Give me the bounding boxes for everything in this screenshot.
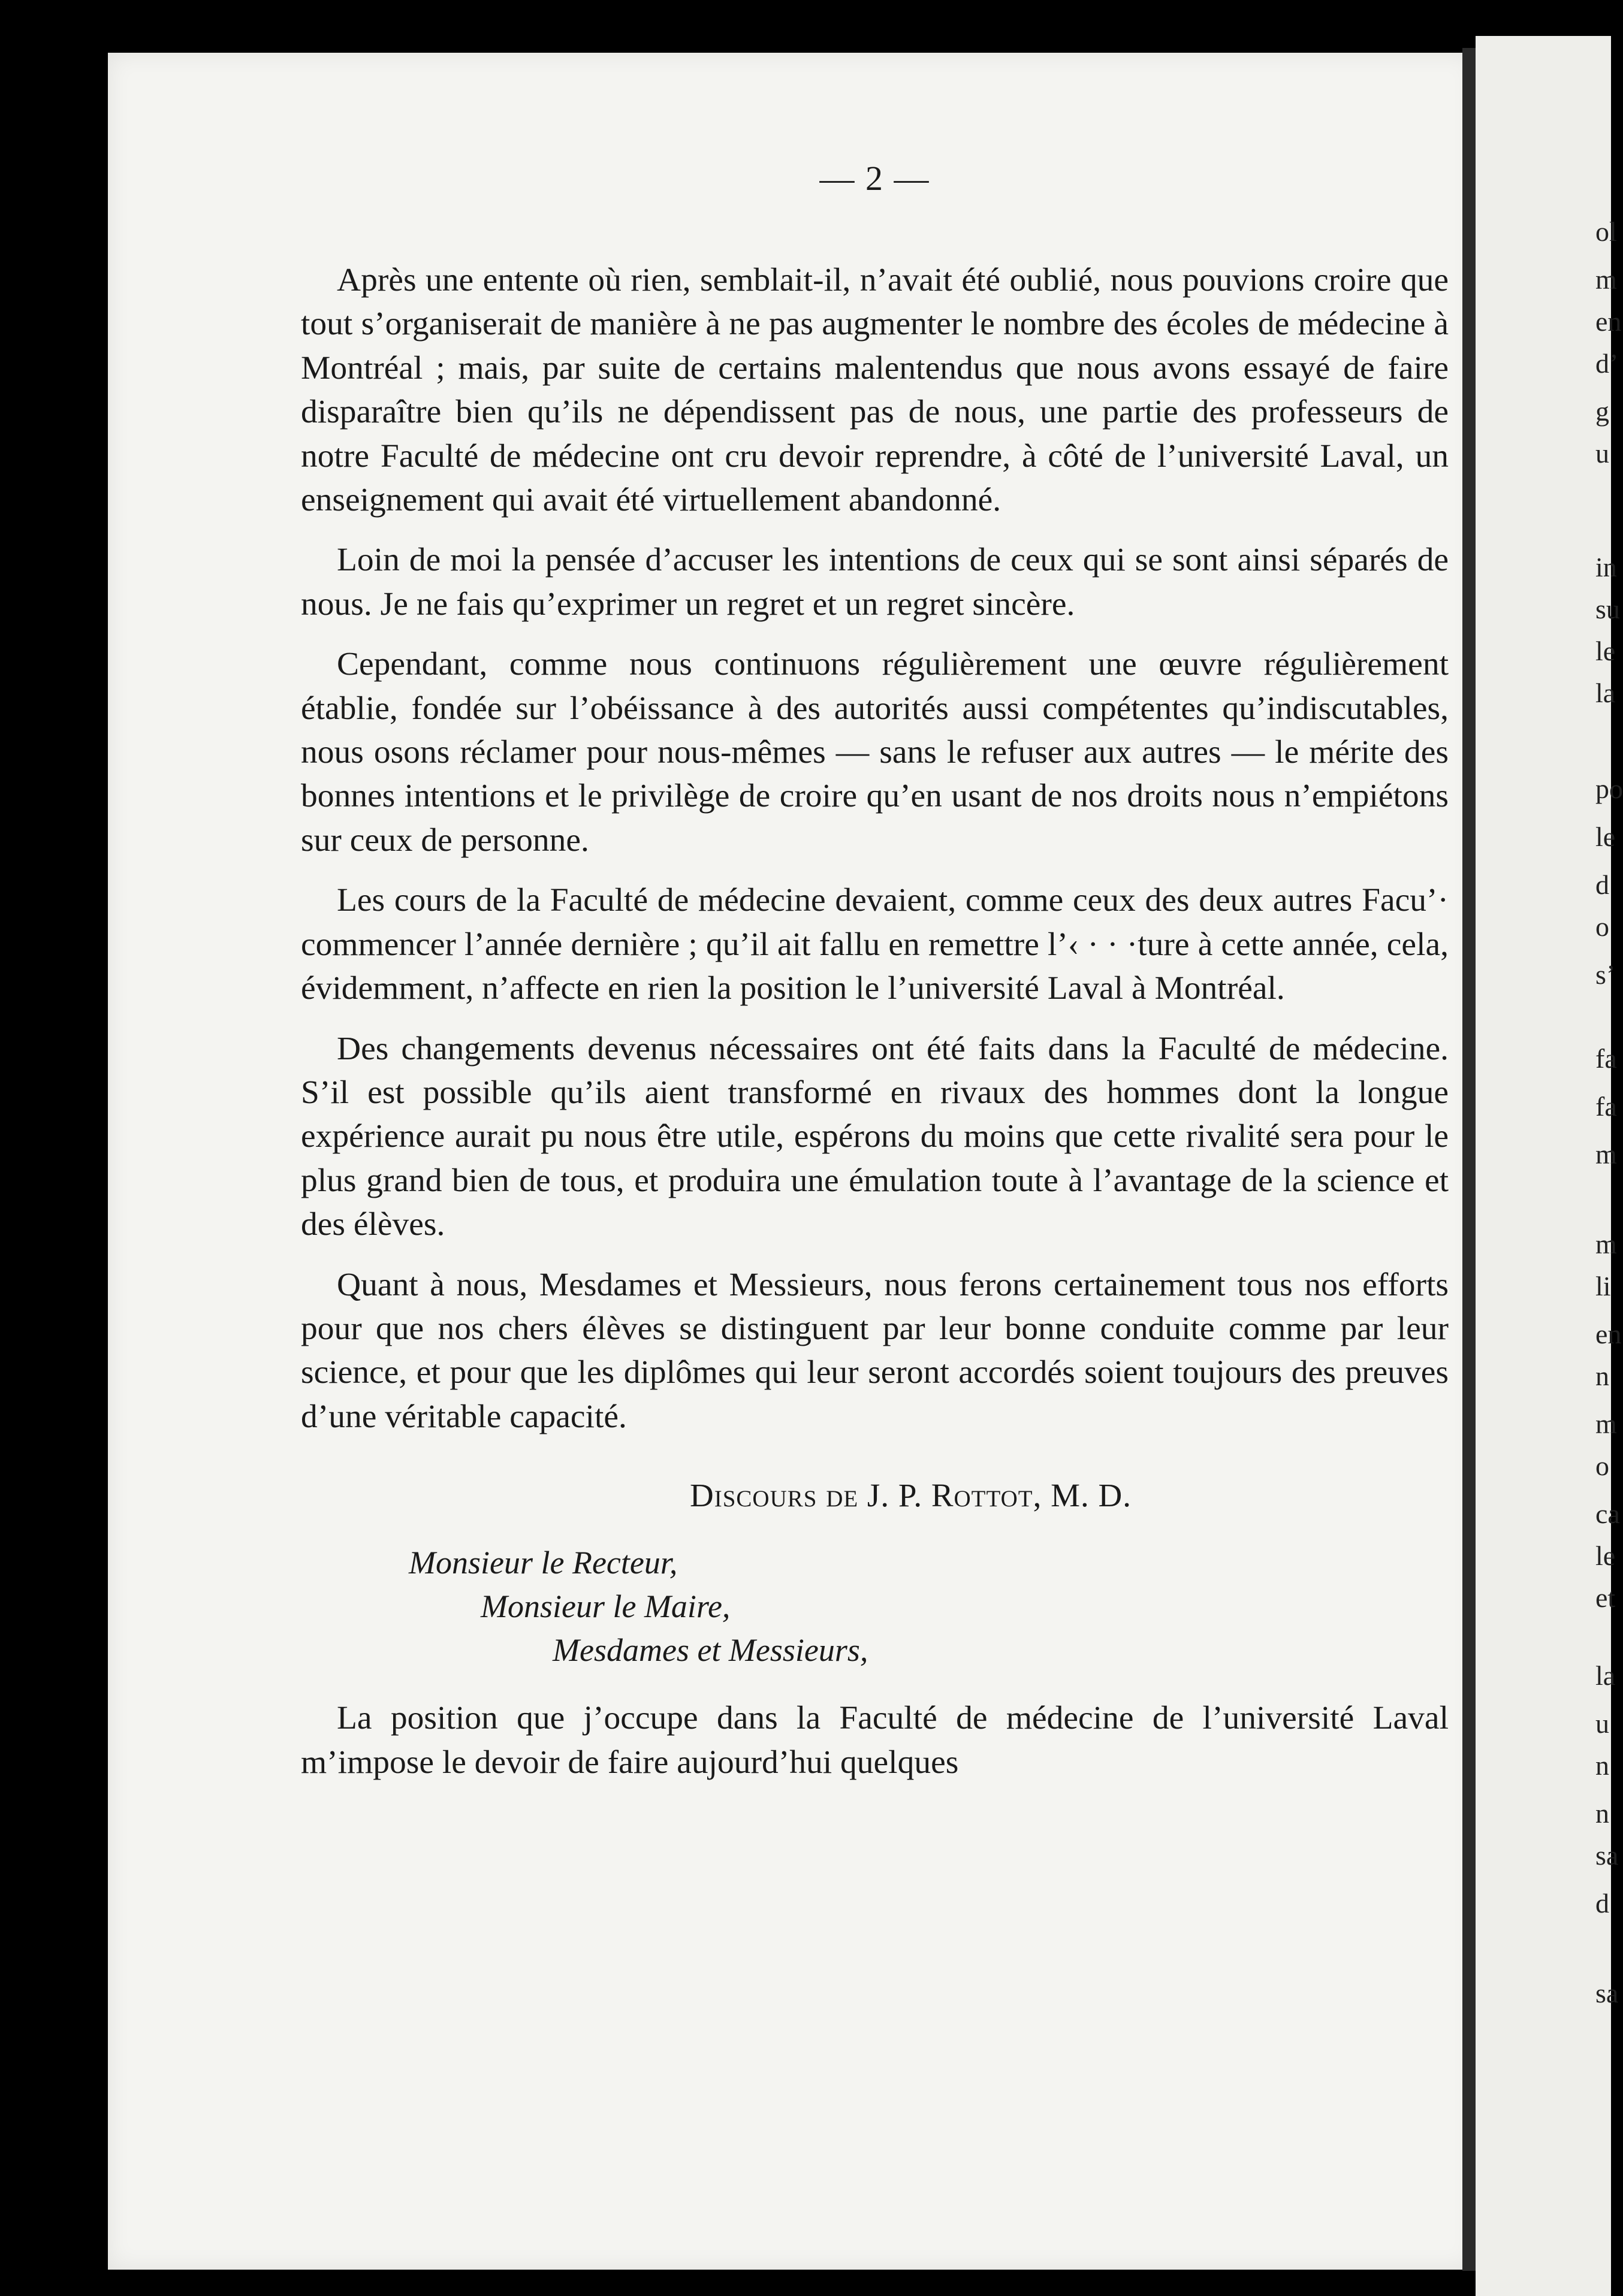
- paragraph-2: Loin de moi la pensée d’accuser les intentions de ceux qui se sont ainsi séparés de nous. Je ne fais qu’exprimer un regret et un regret sincère.: [301, 542, 1449, 623]
- adjacent-page-fragment: in: [1595, 552, 1617, 582]
- speech-heading: Discours de J. P. Rottot, M. D.: [690, 1477, 1132, 1514]
- adjacent-page-fragment: fa: [1595, 1043, 1617, 1074]
- adjacent-page-fragment: le: [1595, 1540, 1616, 1571]
- adjacent-page-fragment: d: [1595, 869, 1609, 900]
- adjacent-page-fragment: n: [1595, 1750, 1609, 1781]
- adjacent-page-fragment: n: [1595, 1361, 1609, 1391]
- adjacent-page-fragment: o: [1595, 911, 1609, 942]
- adjacent-page-fragment: la: [1595, 1660, 1616, 1691]
- adjacent-page-fragment: et: [1595, 1582, 1616, 1613]
- adjacent-page-fragment: li: [1595, 1271, 1611, 1301]
- adjacent-page-fragment: n: [1595, 1798, 1609, 1829]
- adjacent-page-fragment: la: [1595, 678, 1616, 708]
- adjacent-page-fragment: g: [1595, 396, 1609, 427]
- paragraph-5: Des changements devenus nécessaires ont été faits dans la Faculté de médecine. S’il est possible qu’ils aient transformé en rivaux des hommes dont la longue expérience aurait pu nous être utile, espérons du moins que cette rivalité sera pour le plus grand bien de tous, et produira une émulation toute à l’avantage de la science et des élèves.: [301, 1030, 1449, 1243]
- page-number: — 2 —: [819, 159, 930, 198]
- adjacent-page-fragment: m: [1595, 1409, 1617, 1439]
- salutation-recteur: Monsieur le Recteur,: [409, 1545, 678, 1581]
- adjacent-page-fragment: d: [1595, 1888, 1609, 1919]
- adjacent-page-fragment: u: [1595, 438, 1609, 469]
- final-paragraph: La position que j’occupe dans la Faculté de médecine de l’université Laval m’impose le devoir de faire aujourd’hui quelques: [301, 1700, 1449, 1781]
- adjacent-page-fragment: sa: [1595, 1978, 1619, 2008]
- salutation-maire: Monsieur le Maire,: [481, 1588, 731, 1625]
- adjacent-page-fragment: m: [1595, 1139, 1617, 1170]
- paragraph-1: Après une entente où rien, semblait-il, n’avait été oublié, nous pouvions croire que tout s’organiserait de manière à ne pas augmenter le nombre des écoles de médecine à Montréal ; mais, par suite de certains malentendus que nous avons essayé de faire disparaître bien qu’ils ne dépendissent pas de nous, une partie des professeurs de notre Faculté de médecine ont cru devoir reprendre, à côté de l’université Laval, un enseignement qui avait été virtuellement abandonné.: [301, 262, 1449, 519]
- adjacent-page-fragment: sa: [1595, 1840, 1619, 1871]
- adjacent-page-fragment: u: [1595, 1708, 1609, 1739]
- body-text: [301, 258, 1449, 1800]
- adjacent-page-fragment: m: [1595, 264, 1617, 295]
- adjacent-page-fragment: en: [1595, 306, 1622, 337]
- adjacent-page-fragment: le: [1595, 636, 1616, 666]
- adjacent-page-fragment: le: [1595, 821, 1616, 852]
- adjacent-page-fragment: m: [1595, 1229, 1617, 1259]
- adjacent-page-fragment: d’: [1595, 348, 1619, 379]
- salutation-mesdames: Mesdames et Messieurs,: [553, 1632, 868, 1669]
- paragraph-6: Quant à nous, Mesdames et Messieurs, nous ferons certainement tous nos efforts pour que nos chers élèves se distinguent par leur bonne conduite comme par leur science, et pour que les diplômes qui leur seront accordés soient toujours des preuves d’une véritable capacité.: [301, 1266, 1449, 1435]
- adjacent-page-fragment: po: [1595, 774, 1623, 804]
- paragraph-4: Les cours de la Faculté de médecine devaient, comme ceux des deux autres Facu’· commencer l’année dernière ; qu’il ait fallu en remettre l’‹ · · ·ture à cette année, cela, évidemment, n’affecte en rien la position le l’université Laval à Montréal.: [301, 882, 1449, 1007]
- adjacent-page-fragment: ca: [1595, 1499, 1620, 1529]
- adjacent-page-fragment: fa: [1595, 1091, 1617, 1122]
- adjacent-page-fragment: o: [1595, 1451, 1609, 1481]
- adjacent-page-fragment: ol: [1595, 216, 1617, 247]
- paragraph-3: Cependant, comme nous continuons régulièrement une œuvre régulièrement établie, fondée sur l’obéissance à des autorités aussi compétentes qu’indiscutables, nous osons réclamer pour nous-mêmes — sans le refuser aux autres — le mérite des bonnes intentions et le privilège de croire qu’en usant de nos droits nous n’empiétons sur ceux de personne.: [301, 646, 1449, 859]
- adjacent-page-fragment: en: [1595, 1319, 1622, 1349]
- adjacent-page-strip: [1476, 36, 1623, 2296]
- adjacent-page-fragment: su: [1595, 594, 1620, 624]
- adjacent-page-fragment: s’: [1595, 959, 1616, 990]
